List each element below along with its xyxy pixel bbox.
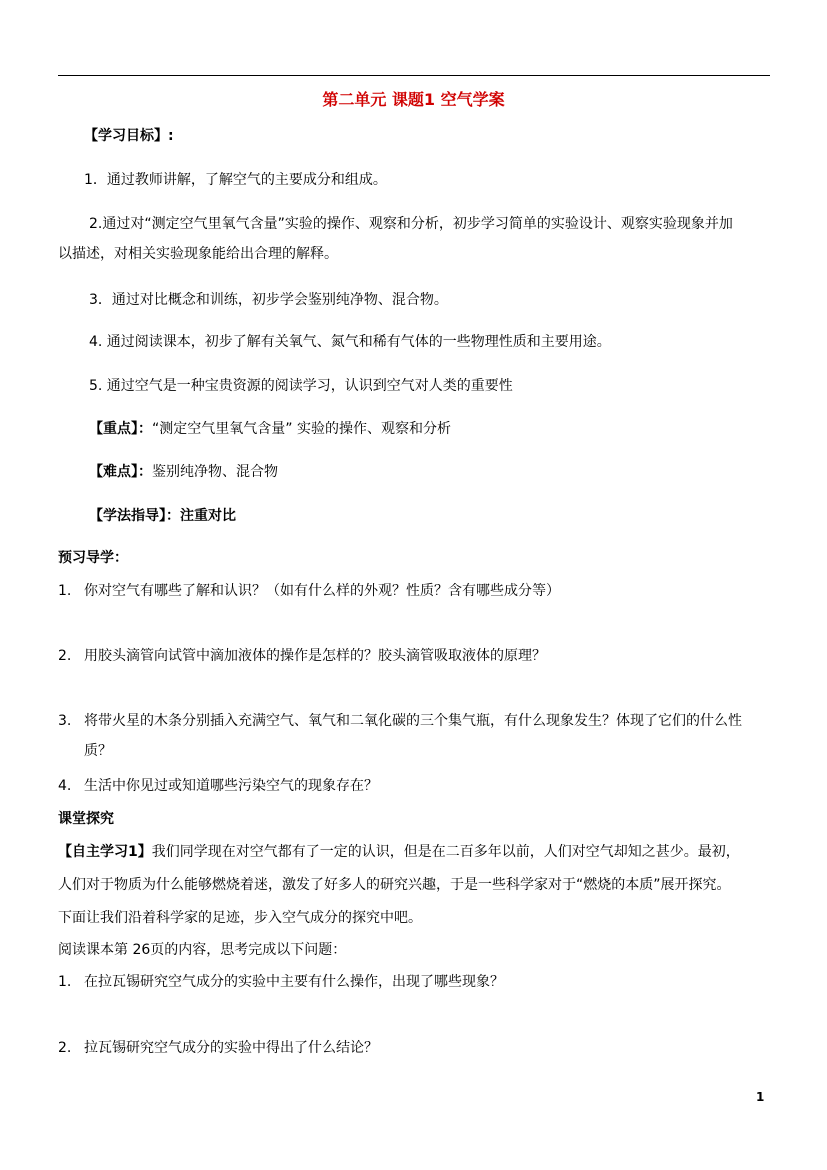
class-question-1 bbox=[58, 973, 504, 991]
difficulty bbox=[89, 463, 278, 481]
objective-5: 5. 通过空气是一种宝贵资源的阅读学习，认识到空气对人类的重要性 bbox=[89, 378, 513, 394]
question-number: 2. bbox=[58, 648, 72, 664]
question-text: 将带火星的木条分别插入充满空气、氧气和二氧化碳的三个集气瓶，有什么现象发生？体现了它们的什么性 bbox=[84, 713, 742, 729]
objective-3: 3．通过对比概念和训练，初步学会鉴别纯净物、混合物。 bbox=[89, 292, 448, 308]
method bbox=[89, 507, 236, 525]
preview-question-2 bbox=[58, 647, 546, 665]
difficulty-text: 鉴别纯净物、混合物 bbox=[152, 464, 278, 480]
preview-question-3-cont: 质？ bbox=[84, 743, 112, 759]
objective-2: 2.通过对“测定空气里氧气含量”实验的操作、观察和分析，初步学习简单的实验设计、观察实验现象并加 bbox=[89, 216, 733, 232]
key-point-label: 【重点】： bbox=[89, 421, 152, 437]
question-number: 1. bbox=[58, 974, 72, 990]
preview-question-1 bbox=[58, 582, 560, 600]
header-rule bbox=[58, 75, 770, 76]
question-number: 2. bbox=[58, 1040, 72, 1056]
self-study-label: 【自主学习1】 bbox=[58, 844, 152, 860]
method-text: 注重对比 bbox=[180, 508, 236, 524]
class-question-2 bbox=[58, 1039, 378, 1057]
preview-question-3 bbox=[58, 712, 742, 730]
method-label: 【学法指导】： bbox=[89, 508, 180, 524]
difficulty-label: 【难点】： bbox=[89, 464, 152, 480]
question-text: 你对空气有哪些了解和认识？（如有什么样的外观？性质？含有哪些成分等） bbox=[84, 583, 560, 599]
page-number: 1 bbox=[756, 1090, 765, 1104]
self-study-text: 我们同学现在对空气都有了一定的认识，但是在二百多年以前，人们对空气却知之甚少。最初， bbox=[151, 844, 740, 860]
reading-instruction: 阅读课本第 26页的内容，思考完成以下问题： bbox=[58, 942, 347, 958]
objective-1: 1．通过教师讲解，了解空气的主要成分和组成。 bbox=[84, 172, 387, 188]
question-text: 用胶头滴管向试管中滴加液体的操作是怎样的？胶头滴管吸取液体的原理？ bbox=[84, 648, 546, 664]
key-point bbox=[89, 420, 451, 438]
self-study-paragraph-3: 下面让我们沿着科学家的足迹，步入空气成分的探究中吧。 bbox=[58, 910, 422, 926]
question-text: 在拉瓦锡研究空气成分的实验中主要有什么操作，出现了哪些现象？ bbox=[84, 974, 504, 990]
self-study-paragraph-1 bbox=[58, 843, 740, 861]
objectives-heading: 【学习目标】: bbox=[84, 128, 174, 144]
preview-heading: 预习导学： bbox=[58, 550, 128, 566]
objective-4: 4. 通过阅读课本，初步了解有关氧气、氮气和稀有气体的一些物理性质和主要用途。 bbox=[89, 334, 611, 350]
question-number: 1. bbox=[58, 583, 72, 599]
preview-question-4 bbox=[58, 777, 378, 795]
objective-2-cont: 以描述，对相关实验现象能给出合理的解释。 bbox=[58, 246, 338, 262]
class-heading: 课堂探究 bbox=[58, 811, 114, 827]
question-text: 生活中你见过或知道哪些污染空气的现象存在？ bbox=[84, 778, 378, 794]
self-study-paragraph-2: 人们对于物质为什么能够燃烧着迷，激发了好多人的研究兴趣，于是一些科学家对于“燃烧的本质”展开探究。 bbox=[58, 877, 731, 893]
question-number: 3. bbox=[58, 713, 72, 729]
question-text: 拉瓦锡研究空气成分的实验中得出了什么结论？ bbox=[84, 1040, 378, 1056]
question-number: 4. bbox=[58, 778, 72, 794]
page-title: 第二单元 课题1 空气学案 bbox=[322, 90, 505, 109]
key-point-text: “测定空气里氧气含量” 实验的操作、观察和分析 bbox=[152, 421, 451, 437]
